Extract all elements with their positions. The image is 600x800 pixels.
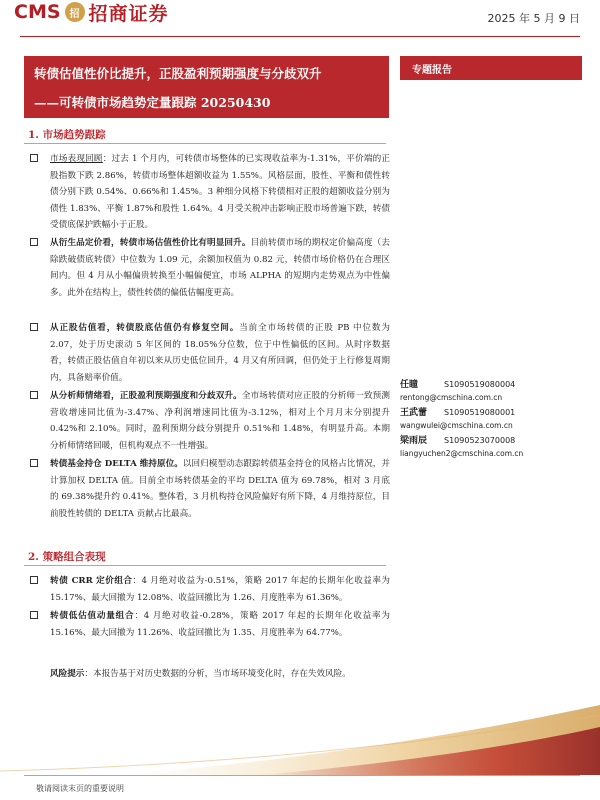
footer-decoration xyxy=(0,705,600,775)
report-date: 2025 年 5 月 9 日 xyxy=(487,12,580,25)
company-logo xyxy=(14,0,169,26)
strategy-text: ：4 月绝对收益为-0.51%，策略 2017 年起的长期年化收益率为 15.17%、最大回撤为 12.08%、收益回撤比为 1.26、月度胜率为 61.36%。 xyxy=(50,576,390,603)
strategy-text: ：4 月绝对收益-0.28%，策略 2017 年起的长期年化收益率为 15.16%、最大回撤为 11.26%、收益回撤比为 1.35、月度胜率为 64.77%。 xyxy=(50,611,390,638)
analyst-card xyxy=(400,372,515,402)
bullet-item xyxy=(30,320,390,386)
section-heading-2: 2. 策略组合表现 xyxy=(28,551,106,563)
checkbox-bullet-icon xyxy=(30,154,38,162)
bullet-lead: 从分析师情绪看，正股盈利预期强度和分歧双升。 xyxy=(50,391,242,401)
bullet-text: 目前转债市场的期权定价偏高度（去除跌破债底转债）中位数为 1.09 元，余额加权值为 0.82 元，转债市场价格仍在合理区间内。但 4 月从小幅偏贵转换至小幅偏便宜，市场 ALPHA 的短期内走势观点为中性偏多。此外在结构上，债性转债的偏低估幅度更高。 xyxy=(50,238,390,298)
analyst-name: 梁雨辰 xyxy=(400,436,428,446)
bullet-text: 全市场转债对应正股的分析师一致预测营收增速同比值为-3.47%、净利润增速同比值为-3.12%，相对上个月月末分别提升 0.42%和 2.10%。同时，盈利预期分歧分别提升 0.51%和 1.48%，有明显升高。本期分析师情绪回暖，但机构观点不一性增强。 xyxy=(50,391,390,451)
bullet-lead: 从正股估值看，转债股底估值仍有修复空间。 xyxy=(50,323,240,333)
risk-text: ：本报告基于对历史数据的分析，当市场环境变化时，存在失效风险。 xyxy=(84,669,351,679)
bullet-item xyxy=(30,235,390,301)
bullet-item xyxy=(30,388,390,454)
strategy-lead: 转债低估值动量组合 xyxy=(50,611,135,621)
report-type-banner xyxy=(400,56,582,80)
analyst-email: wangwulei@cmschina.com.cn xyxy=(400,421,513,430)
bullet-lead: 转债基金持仓 DELTA 维持原位。 xyxy=(50,459,183,469)
analyst-cert: S1090519080004 xyxy=(444,380,516,389)
bullet-item xyxy=(30,151,390,234)
analyst-email: liangyuchen2@cmschina.com.cn xyxy=(400,449,524,458)
report-title: 转债估值性价比提升，正股盈利预期强度与分歧双升 xyxy=(34,66,322,81)
bullet-lead: 从衍生品定价看，转债市场估值性价比有明显回升。 xyxy=(50,238,251,248)
page-header xyxy=(0,0,600,34)
checkbox-bullet-icon xyxy=(30,323,38,331)
checkbox-bullet-icon xyxy=(30,611,38,619)
logo-badge-icon: 招 xyxy=(65,2,85,22)
logo-chinese-text: 招商证券 xyxy=(88,2,169,25)
strategy-item xyxy=(30,608,390,641)
checkbox-bullet-icon xyxy=(30,391,38,399)
footer-notice: 敬请阅读末页的重要说明 xyxy=(36,784,124,793)
analyst-cert: S1090519080001 xyxy=(444,408,516,417)
checkbox-bullet-icon xyxy=(30,238,38,246)
analyst-card xyxy=(400,428,523,458)
analyst-name: 任瞳 xyxy=(400,380,419,390)
section-divider-2 xyxy=(24,565,386,566)
bullet-text: ：过去 1 个月内，可转债市场整体的已实现收益率为-1.31%，平价端的正股指数下跌 2.86%，转债市场整体超额收益为 1.55%。风格层面，股性、平衡和债性转债分别下跌 0.54%、0.66%和 1.45%。3 种细分风格下转债相对正股的超额收益分别为债性 1.83%、平衡 1.87%和股性 1.64%。4 月受关税冲击影响正股市场普遍下跌，转债受债底保护跌幅小于正股。 xyxy=(50,154,390,230)
bullet-lead: 市场表现回顾 xyxy=(50,154,103,164)
title-banner xyxy=(24,56,389,118)
header-divider xyxy=(20,36,580,37)
section-divider-1 xyxy=(24,143,386,144)
analyst-card xyxy=(400,400,515,430)
checkbox-bullet-icon xyxy=(30,459,38,467)
analyst-email: rentong@cmschina.com.cn xyxy=(400,393,503,402)
bullet-text: 以回归模型动态跟踪转债基金持仓的风格占比情况，并计算加权 DELTA 值。目前全市场转债基金的平均 DELTA 值为 69.78%，相对 3 月底的 69.38%提升约 0.41%。整体看，3 月机构持仓风险偏好有所下降，4 月维持原位，目前股性转债的 DELTA 贡献占比最高。 xyxy=(50,459,390,519)
strategy-lead: 转债 CRR 定价组合 xyxy=(50,576,133,586)
analyst-name: 王武蕾 xyxy=(400,408,428,418)
checkbox-bullet-icon xyxy=(30,576,38,584)
report-type-label: 专题报告 xyxy=(412,65,452,76)
risk-warning xyxy=(50,666,390,683)
analyst-cert: S1090523070008 xyxy=(444,436,516,445)
section-heading-1: 1. 市场趋势跟踪 xyxy=(28,129,106,141)
logo-latin-text: CMS xyxy=(14,1,61,23)
report-subtitle: ——可转债市场趋势定量跟踪 20250430 xyxy=(34,95,271,110)
strategy-item xyxy=(30,573,390,606)
footer-divider xyxy=(24,775,580,776)
risk-lead: 风险提示 xyxy=(50,669,85,679)
bullet-text: 当前全市场转债的正股 PB 中位数为 2.07，处于历史滚动 5 年区间的 18.05%分位数，位于中性偏低的区间。从时序数据看，转债正股估值自年初以来从历史低位回升，4 月又有所回调，但仍处于上行修复周期内，具备赔率价值。 xyxy=(50,323,390,383)
bullet-item xyxy=(30,456,390,522)
